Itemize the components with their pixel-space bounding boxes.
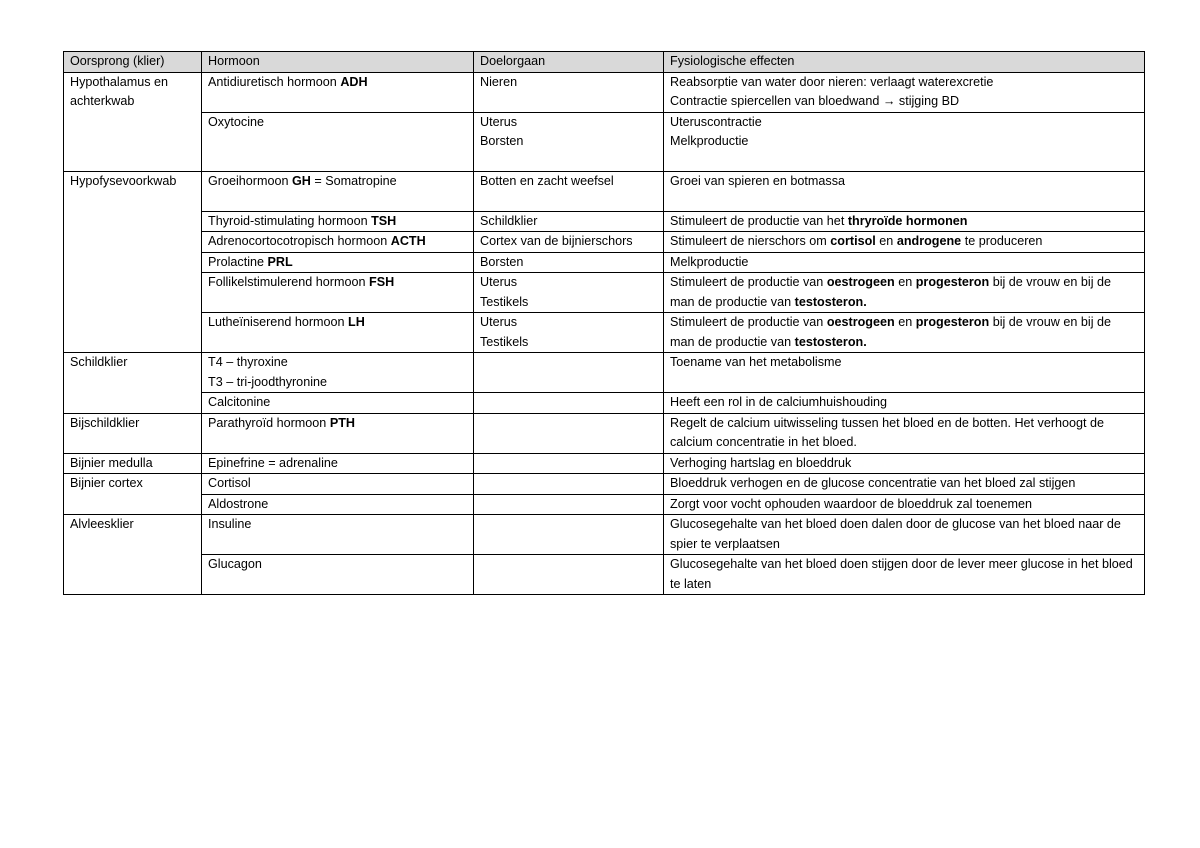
hormone-cell: Glucagon <box>202 555 474 595</box>
table-row <box>64 232 1145 253</box>
hormone-cell: Thyroid-stimulating hormoon TSH <box>202 211 474 232</box>
table-row <box>64 353 1145 393</box>
target-cell <box>474 515 664 555</box>
table-row <box>64 171 1145 211</box>
effect-cell: Bloeddruk verhogen en de glucose concentratie van het bloed zal stijgen <box>664 474 1145 495</box>
origin-cell: Alvleesklier <box>64 515 202 595</box>
effect-cell: Melkproductie <box>664 252 1145 273</box>
origin-cell: Hypofysevoorkwab <box>64 171 202 353</box>
effect-cell: Stimuleert de productie van oestrogeen en progesteron bij de vrouw en bij de man de productie van testosteron. <box>664 313 1145 353</box>
target-cell <box>474 555 664 595</box>
effect-cell: Reabsorptie van water door nieren: verlaagt waterexcretie Contractie spiercellen van bloedwand → stijging BD <box>664 72 1145 112</box>
origin-cell: Hypothalamus en achterkwab <box>64 72 202 171</box>
table-row <box>64 453 1145 474</box>
hormone-cell: T4 – thyroxine T3 – tri-joodthyronine <box>202 353 474 393</box>
hormone-cell: Adrenocortocotropisch hormoon ACTH <box>202 232 474 253</box>
table-row <box>64 112 1145 171</box>
effect-cell: Verhoging hartslag en bloeddruk <box>664 453 1145 474</box>
target-cell: Uterus Borsten <box>474 112 664 171</box>
target-cell <box>474 453 664 474</box>
hormone-cell: Insuline <box>202 515 474 555</box>
effect-cell: Uteruscontractie Melkproductie <box>664 112 1145 171</box>
hormone-cell: Epinefrine = adrenaline <box>202 453 474 474</box>
header-origin: Oorsprong (klier) <box>64 52 202 73</box>
table-row <box>64 555 1145 595</box>
effect-cell: Stimuleert de nierschors om cortisol en androgene te produceren <box>664 232 1145 253</box>
target-cell <box>474 474 664 495</box>
target-cell: Uterus Testikels <box>474 313 664 353</box>
table-row <box>64 393 1145 414</box>
effect-cell: Groei van spieren en botmassa <box>664 171 1145 211</box>
table-row <box>64 413 1145 453</box>
effect-cell: Glucosegehalte van het bloed doen dalen door de glucose van het bloed naar de spier te verplaatsen <box>664 515 1145 555</box>
table-header-row <box>64 52 1145 73</box>
target-cell: Cortex van de bijnierschors <box>474 232 664 253</box>
hormone-cell: Lutheïniserend hormoon LH <box>202 313 474 353</box>
target-cell: Nieren <box>474 72 664 112</box>
origin-cell: Bijnier cortex <box>64 474 202 515</box>
hormone-cell: Follikelstimulerend hormoon FSH <box>202 273 474 313</box>
table-row <box>64 313 1145 353</box>
hormone-cell: Prolactine PRL <box>202 252 474 273</box>
effect-cell: Toename van het metabolisme <box>664 353 1145 393</box>
table-row <box>64 515 1145 555</box>
effect-cell: Stimuleert de productie van oestrogeen en progesteron bij de vrouw en bij de man de productie van testosteron. <box>664 273 1145 313</box>
table-row <box>64 211 1145 232</box>
target-cell: Borsten <box>474 252 664 273</box>
hormone-cell: Oxytocine <box>202 112 474 171</box>
table-row <box>64 252 1145 273</box>
effect-cell: Glucosegehalte van het bloed doen stijgen door de lever meer glucose in het bloed te laten <box>664 555 1145 595</box>
origin-cell: Bijnier medulla <box>64 453 202 474</box>
effect-cell: Heeft een rol in de calciumhuishouding <box>664 393 1145 414</box>
hormone-cell: Cortisol <box>202 474 474 495</box>
target-cell <box>474 353 664 393</box>
table-row <box>64 273 1145 313</box>
effect-cell: Regelt de calcium uitwisseling tussen het bloed en de botten. Het verhoogt de calcium concentratie in het bloed. <box>664 413 1145 453</box>
header-hormone: Hormoon <box>202 52 474 73</box>
target-cell <box>474 413 664 453</box>
table-row <box>64 72 1145 112</box>
origin-cell: Bijschildklier <box>64 413 202 453</box>
hormone-cell: Calcitonine <box>202 393 474 414</box>
hormone-cell: Parathyroïd hormoon PTH <box>202 413 474 453</box>
header-target: Doelorgaan <box>474 52 664 73</box>
table-row <box>64 474 1145 495</box>
table-row <box>64 494 1145 515</box>
target-cell: Uterus Testikels <box>474 273 664 313</box>
hormone-cell: Groeihormoon GH = Somatropine <box>202 171 474 211</box>
target-cell <box>474 494 664 515</box>
target-cell <box>474 393 664 414</box>
hormone-cell: Antidiuretisch hormoon ADH <box>202 72 474 112</box>
effect-cell: Zorgt voor vocht ophouden waardoor de bloeddruk zal toenemen <box>664 494 1145 515</box>
effect-cell: Stimuleert de productie van het thryroïde hormonen <box>664 211 1145 232</box>
header-effects: Fysiologische effecten <box>664 52 1145 73</box>
origin-cell: Schildklier <box>64 353 202 414</box>
target-cell: Botten en zacht weefsel <box>474 171 664 211</box>
hormone-table <box>63 51 1145 595</box>
target-cell: Schildklier <box>474 211 664 232</box>
hormone-cell: Aldostrone <box>202 494 474 515</box>
